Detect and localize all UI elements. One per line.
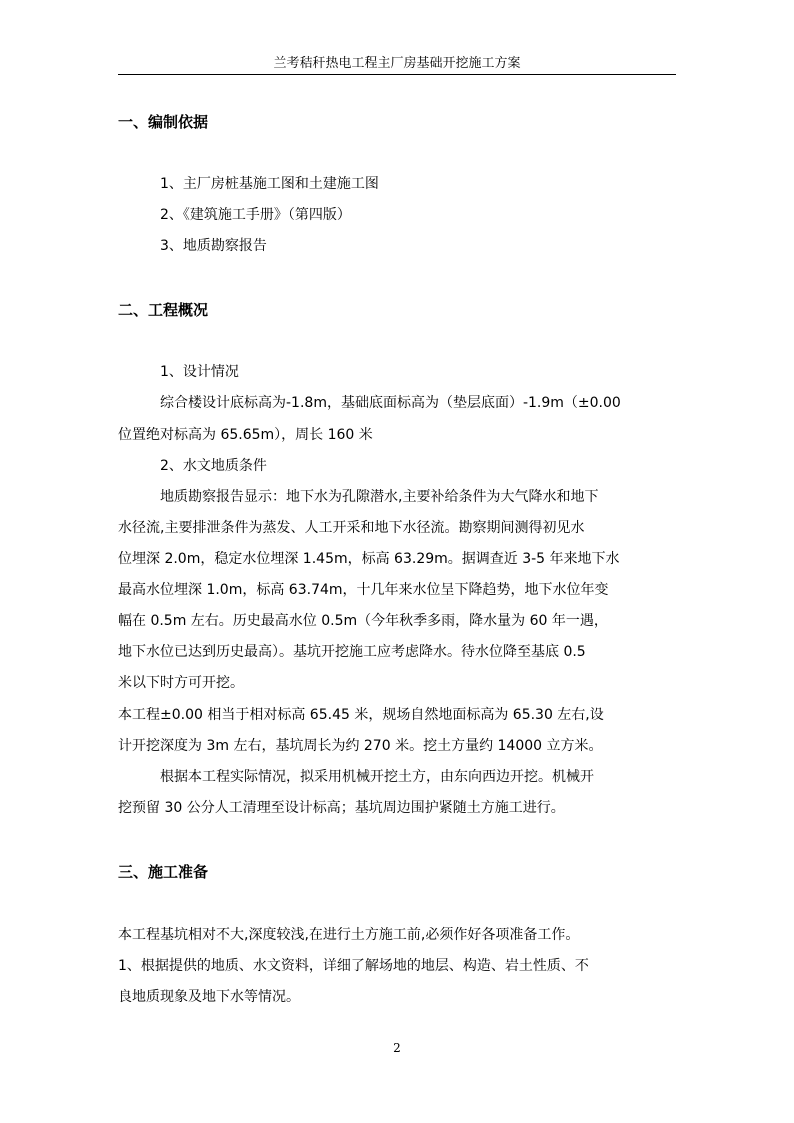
paragraph-line: 地质勘察报告显示：地下水为孔隙潜水,主要补给条件为大气降水和地下 xyxy=(160,489,599,505)
paragraph-line: 根据本工程实际情况，拟采用机械开挖土方，由东向西边开挖。机械开 xyxy=(160,769,594,785)
section-heading-overview: 二、工程概况 xyxy=(118,301,209,319)
paragraph-line: 计开挖深度为 3m 左右，基坑周长为约 270 米。挖土方量约 14000 立方米。 xyxy=(118,738,603,754)
paragraph-line: 最高水位埋深 1.0m，标高 63.74m，十几年来水位呈下降趋势，地下水位年变 xyxy=(118,582,609,598)
list-item: 3、地质勘察报告 xyxy=(160,238,267,254)
section-heading-basis: 一、编制依据 xyxy=(118,113,209,131)
paragraph-line: 位置绝对标高为 65.65m），周长 160 米 xyxy=(118,427,373,443)
paragraph-line: 地下水位已达到历史最高）。基坑开挖施工应考虑降水。待水位降至基底 0.5 xyxy=(118,644,586,660)
paragraph-line: 水径流,主要排泄条件为蒸发、人工开采和地下水径流。勘察期间测得初见水 xyxy=(118,520,585,536)
paragraph-line: 本工程基坑相对不大,深度较浅,在进行土方施工前,必须作好各项准备工作。 xyxy=(118,927,580,943)
paragraph-line: 挖预留 30 公分人工清理至设计标高；基坑周边围护紧随土方施工进行。 xyxy=(118,800,565,816)
paragraph-line: 本工程±0.00 相当于相对标高 65.45 米，规场自然地面标高为 65.30 左右,设 xyxy=(118,707,604,723)
section-heading-preparation: 三、施工准备 xyxy=(118,863,209,881)
running-header: 兰考秸秆热电工程主厂房基础开挖施工方案 xyxy=(273,56,521,71)
paragraph-line: 综合楼设计底标高为-1.8m，基础底面标高为（垫层底面）-1.9m（±0.00 xyxy=(160,395,621,411)
page-number: 2 xyxy=(393,1041,401,1055)
paragraph-line: 1、根据提供的地质、水文资料，详细了解场地的地层、构造、岩土性质、不 xyxy=(118,958,589,974)
header-rule xyxy=(118,74,676,75)
subheading-hydrology: 2、水文地质条件 xyxy=(160,458,267,474)
paragraph-line: 幅在 0.5m 左右。历史最高水位 0.5m（今年秋季多雨，降水量为 60 年一遇， xyxy=(118,613,608,629)
list-item: 2、《建筑施工手册》（第四版） xyxy=(160,207,351,223)
subheading-design: 1、设计情况 xyxy=(160,364,239,380)
paragraph-line: 米以下时方可开挖。 xyxy=(118,675,244,691)
paragraph-line: 位埋深 2.0m，稳定水位埋深 1.45m，标高 63.29m。据调查近 3-5 年来地下水 xyxy=(118,551,620,567)
paragraph-line: 良地质现象及地下水等情况。 xyxy=(118,989,300,1005)
list-item: 1、主厂房桩基施工图和土建施工图 xyxy=(160,176,379,192)
